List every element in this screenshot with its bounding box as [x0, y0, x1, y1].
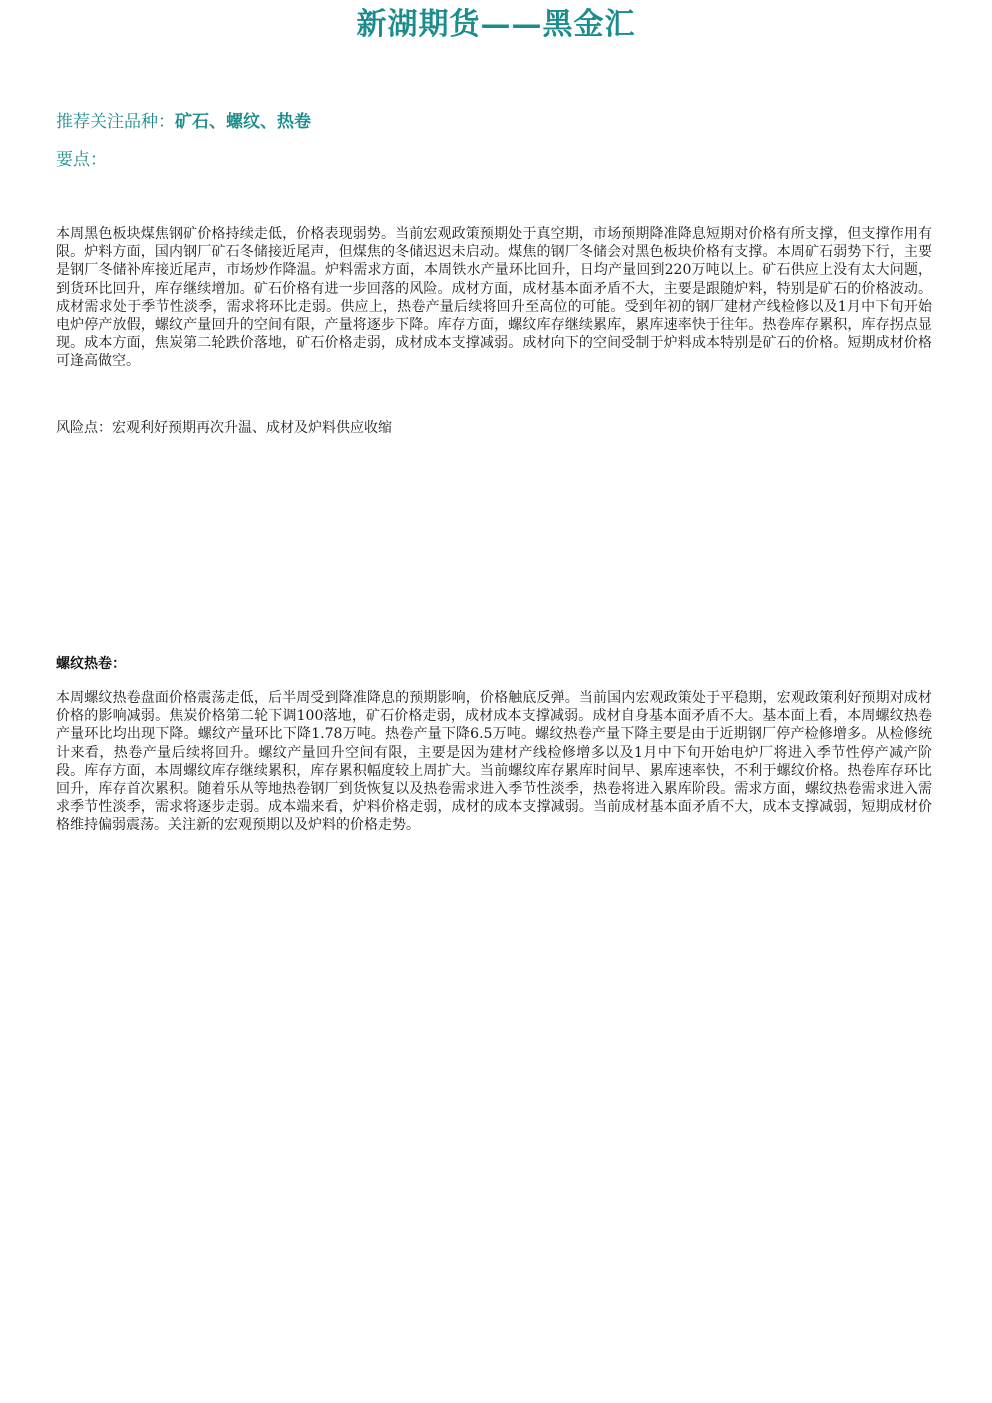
- summary-paragraph: 本周黑色板块煤焦钢矿价格持续走低，价格表现弱势。当前宏观政策预期处于真空期，市场预期降准降息短期对价格有所支撑，但支撑作用有限。炉料方面，国内钢厂矿石冬储接近尾声，但煤焦的冬储迟迟未启动。煤焦的钢厂冬储会对黑色板块价格有支撑。本周矿石弱势下行，主要是钢厂冬储补库接近尾声，市场炒作降温。炉料需求方面，本周铁水产量环比回升，日均产量回到220万吨以上。矿石供应上没有太大问题，到货环比回升，库存继续增加。矿石价格有进一步回落的风险。成材方面，成材基本面矛盾不大，主要是跟随炉料，特别是矿石的价格波动。成材需求处于季节性淡季，需求将环比走弱。供应上，热卷产量后续将回升至高位的可能。受到年初的钢厂建材产线检修以及1月中下旬开始电炉停产放假，螺纹产量回升的空间有限，产量将逐步下降。库存方面，螺纹库存继续累库，累库速率快于往年。热卷库存累积，库存拐点显现。成本方面，焦炭第二轮跌价落地，矿石价格走弱，成材成本支撑减弱。成材向下的空间受制于炉料成本特别是矿石的价格。短期成材价格可逢高做空。: [56, 226, 932, 370]
- key-points-label: 要点：: [56, 150, 107, 170]
- rebar-hrc-heading: 螺纹热卷：: [56, 656, 126, 672]
- risk-points: 风险点：宏观利好预期再次升温、成材及炉料供应收缩: [56, 420, 392, 436]
- recommended-varieties-label: 推荐关注品种：: [56, 112, 175, 132]
- recommended-varieties-list: 矿石、螺纹、热卷: [175, 112, 311, 132]
- page-title: 新湖期货——黑金汇: [356, 7, 636, 42]
- recommended-varieties: [56, 111, 311, 133]
- rebar-hrc-paragraph: 本周螺纹热卷盘面价格震荡走低，后半周受到降准降息的预期影响，价格触底反弹。当前国内宏观政策处于平稳期，宏观政策利好预期对成材价格的影响减弱。焦炭价格第二轮下调100落地，矿石价格走弱，成材成本支撑减弱。成材自身基本面矛盾不大。基本面上看，本周螺纹热卷产量环比均出现下降。螺纹产量环比下降1.78万吨。热卷产量下降6.5万吨。螺纹热卷产量下降主要是由于近期钢厂停产检修增多。从检修统计来看，热卷产量后续将回升。螺纹产量回升空间有限，主要是因为建材产线检修增多以及1月中下旬开始电炉厂将进入季节性停产减产阶段。库存方面，本周螺纹库存继续累积，库存累积幅度较上周扩大。当前螺纹库存累库时间早、累库速率快，不利于螺纹价格。热卷库存环比回升，库存首次累积。随着乐从等地热卷钢厂到货恢复以及热卷需求进入季节性淡季，热卷将进入累库阶段。需求方面，螺纹热卷需求进入需求季节性淡季，需求将逐步走弱。成本端来看，炉料价格走弱，成材的成本支撑减弱。当前成材基本面矛盾不大，成本支撑减弱，短期成材价格维持偏弱震荡。关注新的宏观预期以及炉料的价格走势。: [56, 690, 932, 834]
